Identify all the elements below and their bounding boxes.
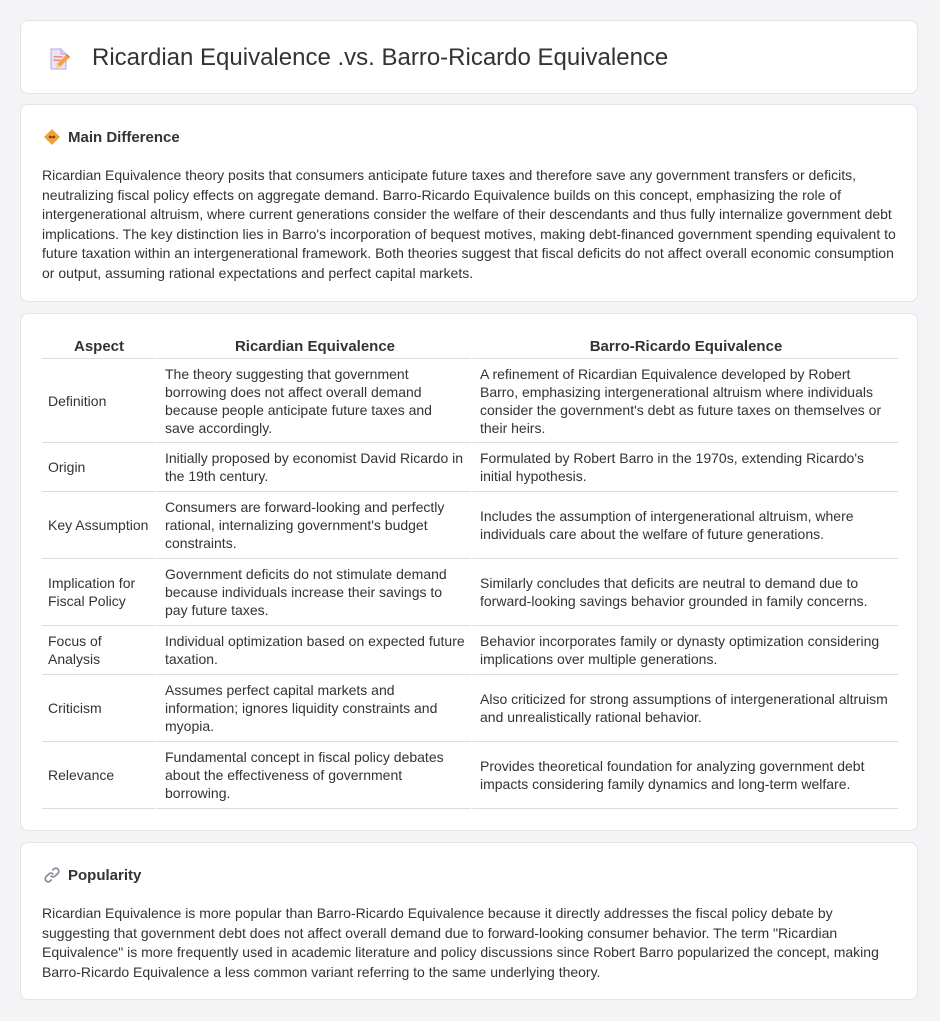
column-header-ricardian: Ricardian Equivalence [156, 336, 471, 359]
cell-barro: Includes the assumption of intergenerational altruism, where individuals care about the welfare of future generations. [471, 492, 898, 559]
main-difference-text: Ricardian Equivalence theory posits that consumers anticipate future taxes and therefore save any government transfers or deficits, neutralizing fiscal policy effects on aggregate demand. Barro-Ricardo Equivalence builds on this concept, emphasizing the role of intergenerational altruism, where current generations consider the welfare of their descendants and thus fully internalize government debt implications. The key distinction lies in Barro's incorporation of bequest motives, making debt-financed government spending equivalent to future taxation within an intergenerational framework. Both theories suggest that fiscal deficits do not affect overall economic consumption or output, assuming rational expectations and perfect capital markets. [42, 167, 896, 281]
main-difference-heading: Main Difference [68, 128, 180, 146]
column-header-barro: Barro-Ricardo Equivalence [471, 336, 898, 359]
cell-barro: A refinement of Ricardian Equivalence developed by Robert Barro, emphasizing intergenerational altruism where individuals consider the government's debt as future taxes on themselves or their heirs. [471, 359, 898, 443]
cell-aspect: Criticism [42, 675, 156, 742]
cell-barro: Also criticized for strong assumptions of intergenerational altruism and unrealistically rational behavior. [471, 675, 898, 742]
comparison-table [42, 336, 898, 809]
main-difference-card [20, 104, 918, 302]
cell-barro: Formulated by Robert Barro in the 1970s, extending Ricardo's initial hypothesis. [471, 443, 898, 492]
table-row [42, 626, 898, 675]
column-header-aspect: Aspect [42, 336, 156, 359]
main-difference-heading-row [43, 127, 180, 147]
table-row [42, 742, 898, 809]
cell-ricardian: The theory suggesting that government borrowing does not affect overall demand because people anticipate future taxes and save accordingly. [156, 359, 471, 443]
cell-barro: Behavior incorporates family or dynasty optimization considering implications over multiple generations. [471, 626, 898, 675]
cell-ricardian: Individual optimization based on expected future taxation. [156, 626, 471, 675]
link-icon [43, 866, 61, 884]
cell-aspect: Definition [42, 359, 156, 443]
page-title: Ricardian Equivalence .vs. Barro-Ricardo Equivalence [92, 44, 669, 71]
cell-barro: Similarly concludes that deficits are neutral to demand due to forward-looking savings behavior grounded in family concerns. [471, 559, 898, 626]
table-row [42, 359, 898, 443]
cell-ricardian: Government deficits do not stimulate demand because individuals increase their savings to pay future taxes. [156, 559, 471, 626]
cell-ricardian: Consumers are forward-looking and perfectly rational, internalizing government's budget constraints. [156, 492, 471, 559]
table-row [42, 443, 898, 492]
document-pencil-icon [47, 47, 71, 71]
title-card [20, 20, 918, 94]
cell-aspect: Origin [42, 443, 156, 492]
cell-ricardian: Assumes perfect capital markets and information; ignores liquidity constraints and myopia. [156, 675, 471, 742]
popularity-heading-row [43, 865, 141, 885]
cell-aspect: Relevance [42, 742, 156, 809]
cell-ricardian: Fundamental concept in fiscal policy debates about the effectiveness of government borrowing. [156, 742, 471, 809]
comparison-card [20, 313, 918, 831]
popularity-heading: Popularity [68, 866, 142, 884]
popularity-text: Ricardian Equivalence is more popular than Barro-Ricardo Equivalence because it directly addresses the fiscal policy debate by suggesting that government debt does not affect overall demand due to forward-looking consumer behavior. The term "Ricardian Equivalence" is more frequently used in academic literature and policy discussions since Robert Barro popularized the concept, making Barro-Ricardo Equivalence a less common variant referring to the same underlying theory. [42, 905, 879, 980]
table-row [42, 675, 898, 742]
popularity-card [20, 842, 918, 1000]
table-row [42, 492, 898, 559]
table-header-row [42, 336, 898, 359]
diamond-arrows-icon [43, 128, 61, 146]
table-row [42, 559, 898, 626]
cell-aspect: Implication for Fiscal Policy [42, 559, 156, 626]
cell-barro: Provides theoretical foundation for analyzing government debt impacts considering family dynamics and long-term welfare. [471, 742, 898, 809]
cell-aspect: Key Assumption [42, 492, 156, 559]
cell-ricardian: Initially proposed by economist David Ricardo in the 19th century. [156, 443, 471, 492]
cell-aspect: Focus of Analysis [42, 626, 156, 675]
